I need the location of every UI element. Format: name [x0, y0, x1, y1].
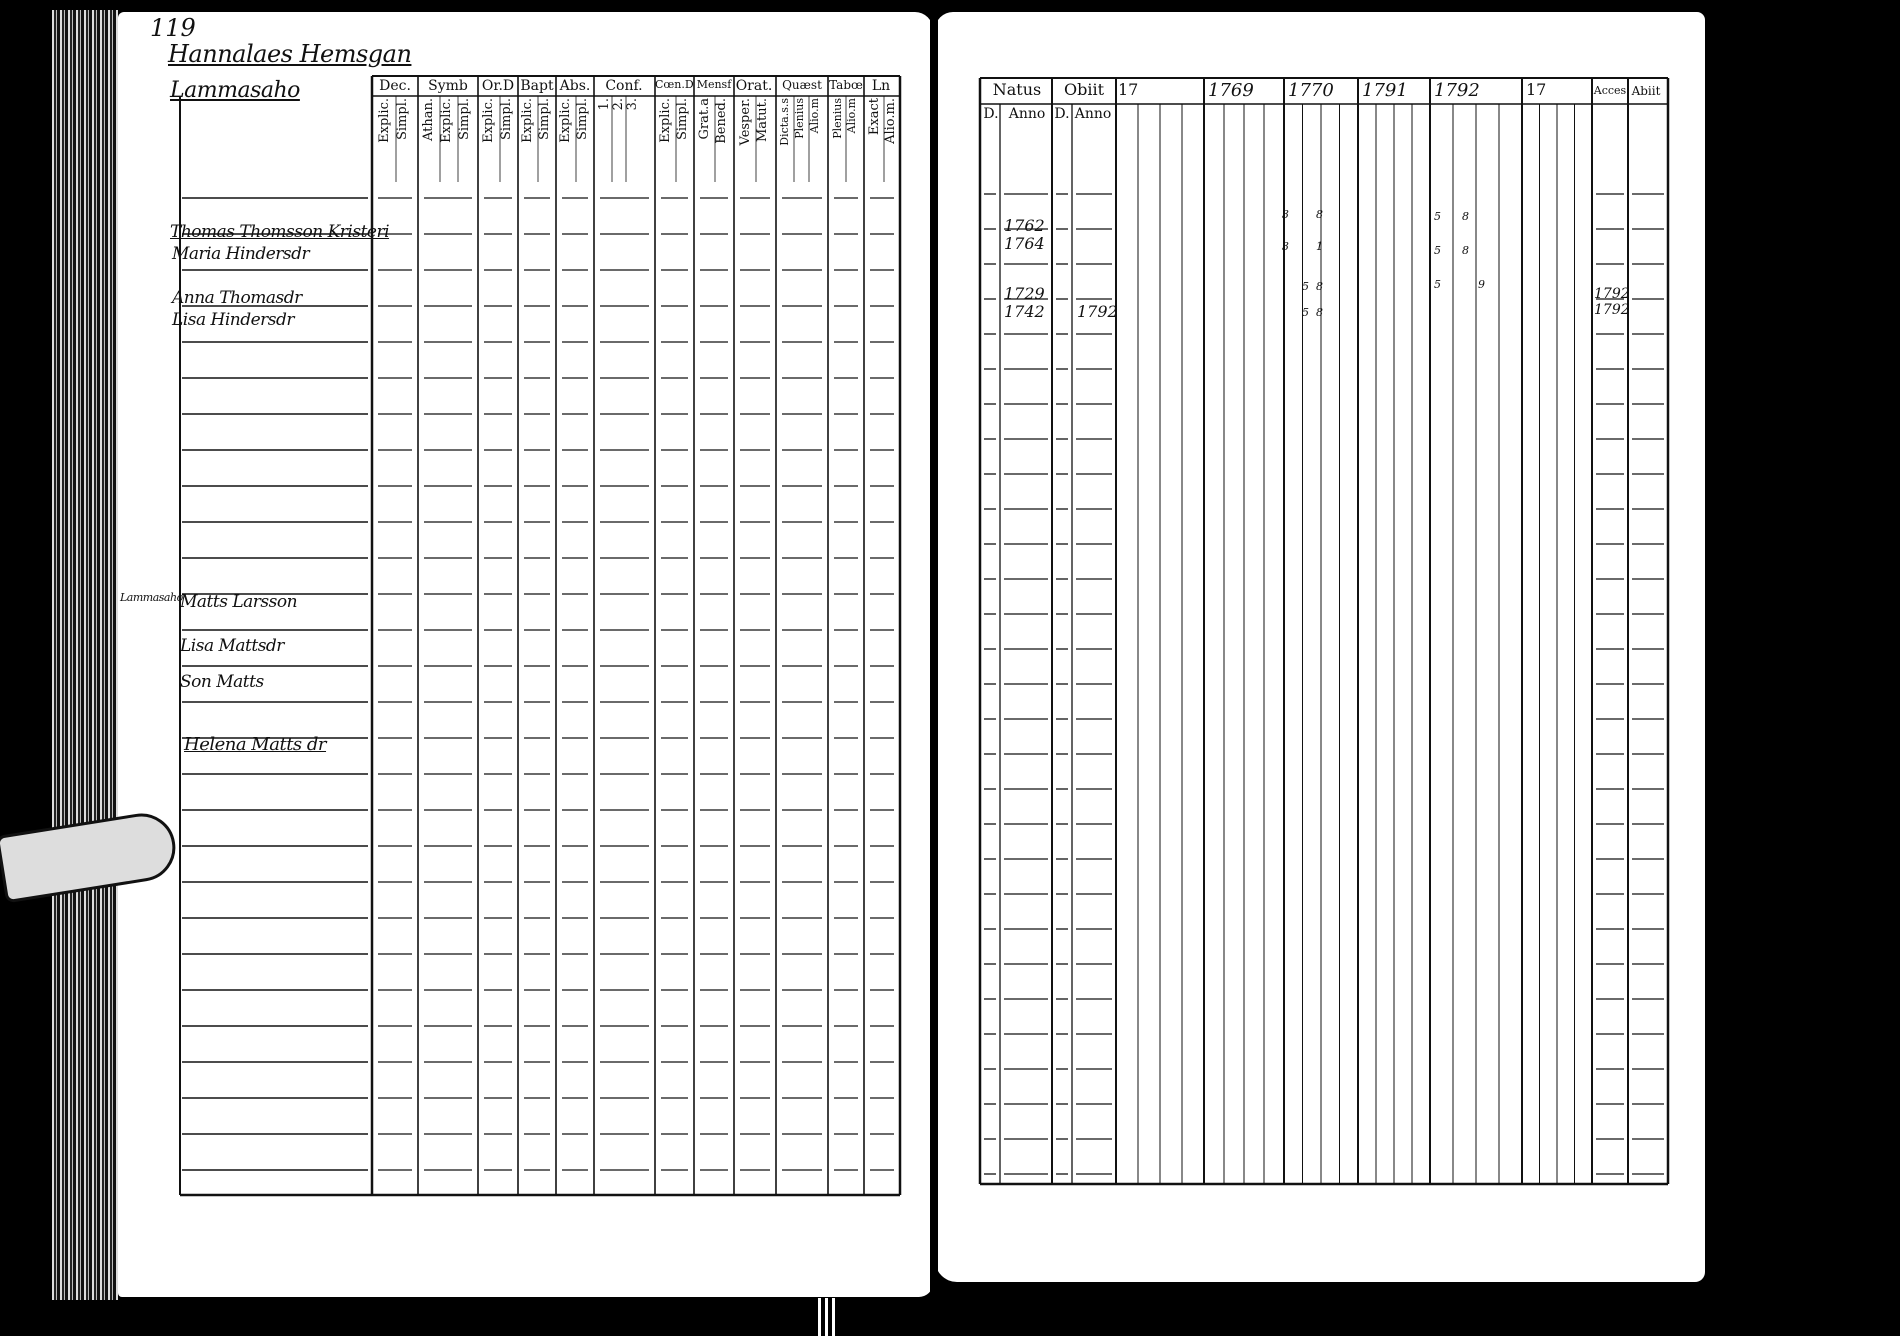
- subheader: Exact: [867, 98, 882, 136]
- subheader: 1.: [597, 98, 612, 111]
- column-header: Conf.: [605, 78, 643, 94]
- obiit-header: Obiit: [1063, 80, 1105, 99]
- subheader: Grat.a: [697, 98, 712, 140]
- column-header: Mensf: [696, 78, 732, 91]
- exam-mark: 8: [1462, 244, 1469, 257]
- name-entry: Helena Matts dr: [184, 734, 327, 755]
- page-number: 119: [150, 14, 196, 42]
- exam-mark: 5: [1302, 280, 1309, 293]
- column-header: Orat.: [735, 78, 773, 94]
- accessit-header: Acces: [1593, 84, 1627, 97]
- name-entry: Lisa Hindersdr: [172, 310, 295, 330]
- name-entry: Son Matts: [180, 672, 264, 692]
- exam-mark: 5: [1434, 244, 1441, 257]
- exam-mark: 3: [1282, 240, 1289, 253]
- birth-year: 1764: [1004, 234, 1045, 253]
- exam-mark: 5: [1302, 306, 1309, 319]
- exam-mark: 5: [1434, 278, 1441, 291]
- subheader: 3.: [625, 98, 640, 111]
- exam-mark: 8: [1316, 306, 1323, 319]
- name-entry: Maria Hindersdr: [172, 244, 310, 264]
- subheader: Dicta.s.s: [778, 98, 791, 146]
- year-header: 1791: [1362, 80, 1408, 101]
- subheader: Simpl.: [675, 98, 690, 141]
- birth-year: 1762: [1004, 216, 1045, 235]
- subheader: Simpl.: [499, 98, 514, 141]
- right-ledger-grid: [980, 78, 1668, 1184]
- birth-year: 1742: [1004, 302, 1045, 321]
- column-header: Quæst: [782, 78, 822, 92]
- subheader: 2.: [611, 98, 626, 111]
- subheader: Bened.: [714, 98, 729, 144]
- subheader: Alio.m: [845, 98, 858, 134]
- subheader: Plenius: [793, 98, 806, 139]
- subheader: Explic.: [658, 98, 673, 143]
- year-header: 1792: [1434, 80, 1480, 101]
- exam-mark: 8: [1316, 208, 1323, 221]
- exam-mark: 9: [1478, 278, 1485, 291]
- column-header: Abs.: [559, 78, 591, 94]
- subheader: Simpl.: [457, 98, 472, 141]
- exam-mark: 5: [1434, 210, 1441, 223]
- village-subheading: Lammasaho: [170, 78, 300, 103]
- column-header: Ln: [871, 78, 891, 94]
- margin-note: Lammasaho: [120, 591, 183, 604]
- subheader: Explic.: [481, 98, 496, 143]
- subheader: Matut.: [755, 98, 770, 143]
- birth-year: 1729: [1004, 284, 1045, 303]
- name-entry: Thomas Thomsson Kristeri: [170, 222, 390, 242]
- subheader: Explic.: [377, 98, 392, 143]
- year-header: 17: [1526, 80, 1547, 99]
- anno-header: Anno: [1074, 106, 1112, 122]
- subheader: Athan.: [421, 98, 436, 142]
- column-header: Cœn.D: [655, 78, 694, 91]
- subheader: Simpl.: [537, 98, 552, 141]
- death-year: 1792: [1077, 302, 1118, 321]
- column-header: Bapt: [520, 78, 554, 94]
- anno-header: Anno: [1008, 106, 1046, 122]
- subheader: Alio.m.: [883, 98, 898, 144]
- arrival-year: 1792: [1594, 302, 1630, 318]
- year-header: 1769: [1208, 80, 1254, 101]
- subheader: Plenius: [831, 98, 844, 139]
- exam-mark: 8: [1316, 280, 1323, 293]
- subheader: Explic.: [439, 98, 454, 143]
- subheader: Simpl.: [395, 98, 410, 141]
- exam-mark: 8: [1462, 210, 1469, 223]
- subheader: Vesper.: [738, 98, 753, 146]
- column-header: Or.D: [481, 78, 515, 94]
- natus-header: Natus: [992, 80, 1042, 99]
- name-entry: Matts Larsson: [180, 592, 298, 612]
- column-header: Dec.: [379, 78, 411, 94]
- name-entry: Anna Thomasdr: [172, 288, 302, 308]
- exam-mark: 1: [1316, 240, 1323, 253]
- day-header: D.: [983, 106, 999, 122]
- year-header: 1770: [1288, 80, 1334, 101]
- subheader: Explic.: [558, 98, 573, 143]
- arrival-year: 1792: [1594, 286, 1630, 302]
- village-heading: Hannalaes Hemsgan: [168, 40, 412, 68]
- name-entry: Lisa Mattsdr: [180, 636, 284, 656]
- column-header: Symb: [428, 78, 468, 94]
- day-header: D.: [1054, 106, 1070, 122]
- year-header: 17: [1118, 80, 1139, 99]
- subheader: Alio.m: [808, 98, 821, 134]
- subheader: Explic.: [520, 98, 535, 143]
- abiit-header: Abiit: [1631, 84, 1661, 98]
- column-header: Tabœ: [829, 78, 863, 92]
- exam-mark: 3: [1282, 208, 1289, 221]
- subheader: Simpl.: [575, 98, 590, 141]
